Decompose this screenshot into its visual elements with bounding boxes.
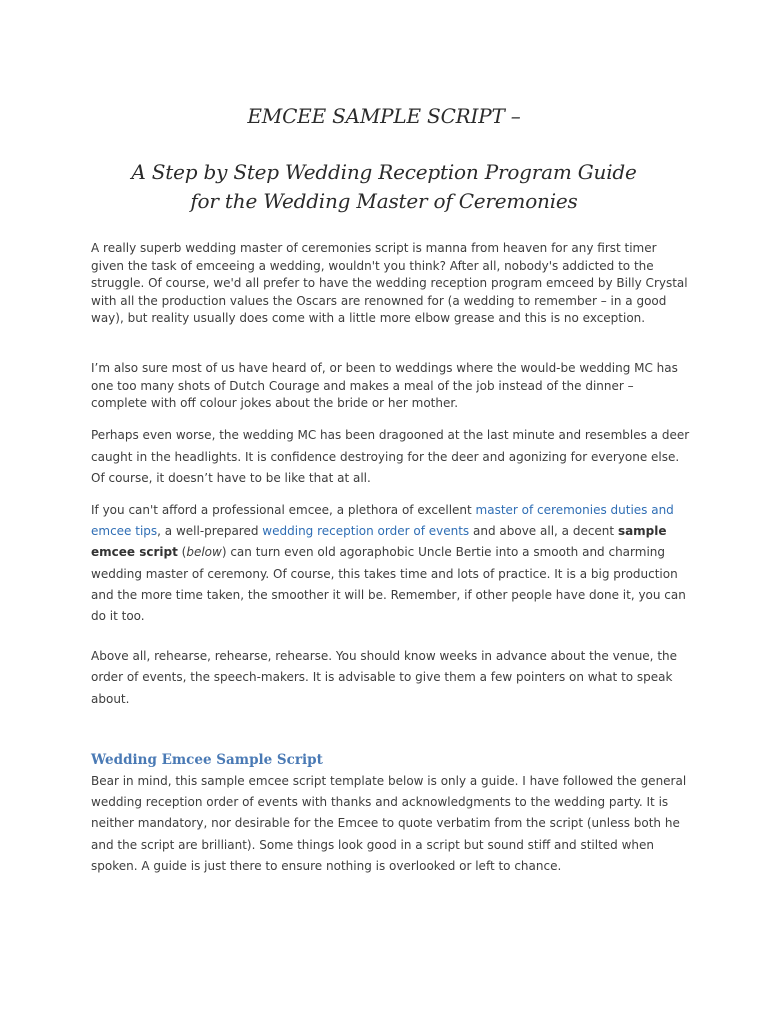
subtitle-line-2: for the Wedding Master of Ceremonies	[190, 189, 578, 213]
subtitle-line-1: A Step by Step Wedding Reception Program Guide	[131, 160, 637, 184]
document-subtitle	[0, 158, 768, 216]
dutch-courage-paragraph: I’m also sure most of us have heard of, or been to weddings where the would-be wedding MC has one too many shots of Dutch Courage and makes a meal of the job instead of the dinner – complete with off colour jokes about the bride or her mother.	[91, 361, 678, 410]
para4-text-b: , a well-prepared	[157, 524, 263, 539]
para4-text-a: If you can't afford a professional emcee, a plethora of excellent	[91, 503, 476, 517]
para4-text-c: and above all, a decent	[469, 524, 618, 539]
deer-headlights-paragraph: Perhaps even worse, the wedding MC has been dragooned at the last minute and resembles a deer caught in the headlights. It is confidence destroying for the deer and agonizing for everyone else. Of course, it doesn’t have to be like that at all.	[91, 428, 690, 485]
section-heading: Wedding Emcee Sample Script	[91, 752, 323, 768]
order-of-events-link[interactable]: wedding reception order of events	[262, 524, 470, 539]
rehearse-paragraph: Above all, rehearse, rehearse, rehearse. You should know weeks in advance about the venue, the order of events, the speech-makers. It is advisable to give them a few pointers on what to speak about.	[91, 649, 678, 706]
sample-emcee-script-bold: sample emcee script	[91, 524, 667, 560]
professional-emcee-paragraph	[91, 500, 691, 627]
below-italic: below	[186, 545, 222, 560]
emcee-tips-link[interactable]: master of ceremonies duties and emcee tips	[91, 503, 674, 539]
intro-paragraph: A really superb wedding master of ceremonies script is manna from heaven for any first timer given the task of emceeing a wedding, wouldn't you think? After all, nobody's addicted to the struggle. Of course, we'd all prefer to have the wedding reception program emceed by Billy Crystal with all the production values the Oscars are renowned for (a wedding to remember – in a good way), but reality usually does come with a little more elbow grease and this is no exception.	[91, 241, 688, 325]
para4-text-d: (	[177, 545, 187, 560]
guide-paragraph: Bear in mind, this sample emcee script template below is only a guide. I have followed the general wedding reception order of events with thanks and acknowledgments to the wedding party. It is neither mandatory, nor desirable for the Emcee to quote verbatim from the script (unless both he and the script are brilliant). Some things look good in a script but sound stiff and stilted when spoken. A guide is just there to ensure nothing is overlooked or left to chance.	[91, 774, 687, 873]
para4-text-e: ) can turn even old agoraphobic Uncle Bertie into a smooth and charming wedding master of ceremony. Of course, this takes time and lots of practice. It is a big production and the more time taken, the smoother it will be. Remember, if other people have done it, you can do it too.	[91, 545, 686, 624]
document-title: EMCEE SAMPLE SCRIPT –	[247, 104, 521, 128]
